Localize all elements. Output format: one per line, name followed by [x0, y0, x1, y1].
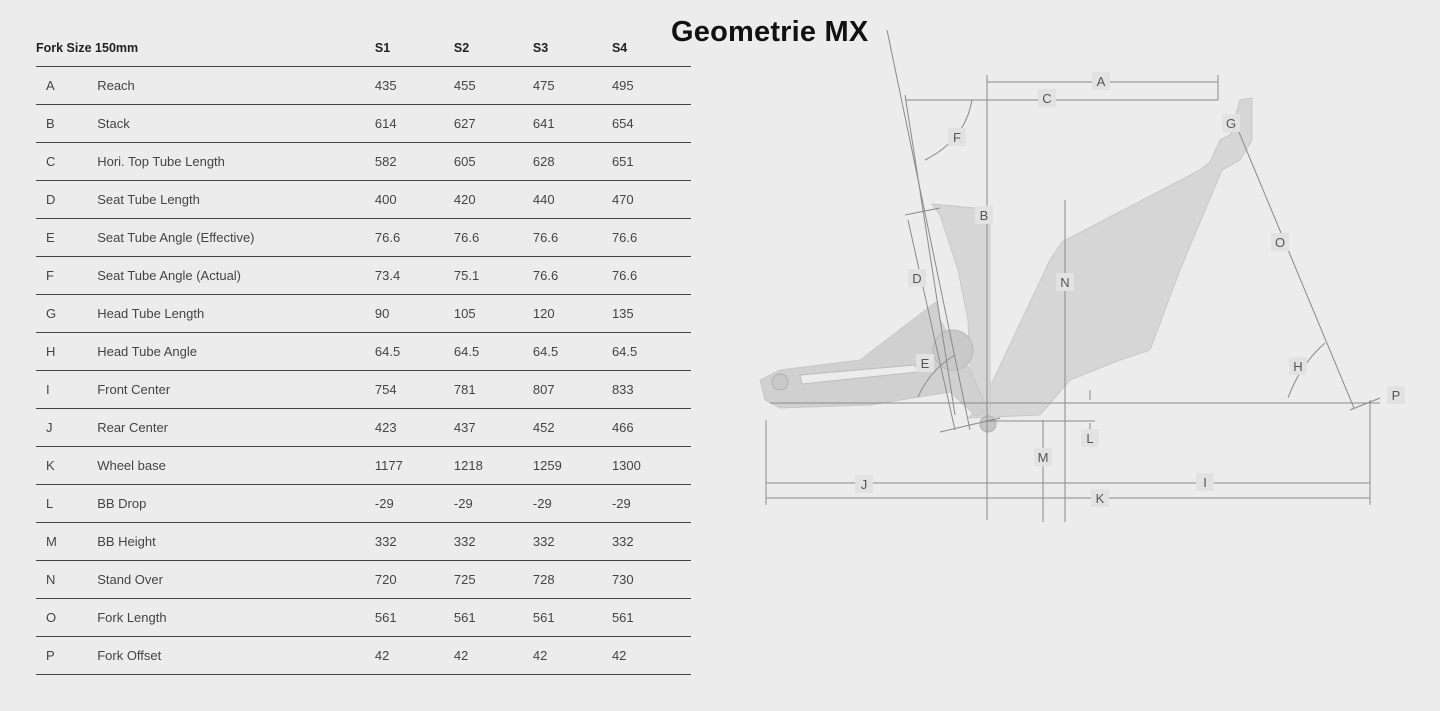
row-code: C: [36, 143, 97, 181]
row-value-s2: -29: [454, 485, 533, 523]
row-value-s1: 720: [375, 561, 454, 599]
table-row: [36, 67, 691, 105]
row-value-s4: 42: [612, 637, 691, 675]
row-value-s1: -29: [375, 485, 454, 523]
label-h: [1289, 357, 1307, 375]
label-a: [1092, 72, 1110, 90]
size-header-s1: S1: [375, 29, 454, 67]
table-row: [36, 143, 691, 181]
label-d: [908, 269, 926, 287]
table-row: [36, 561, 691, 599]
label-b: [975, 206, 993, 224]
svg-text:D: D: [912, 271, 922, 286]
table-row: [36, 257, 691, 295]
row-measurement-name: Reach: [97, 67, 375, 105]
row-value-s4: 332: [612, 523, 691, 561]
svg-text:K: K: [1095, 491, 1105, 506]
svg-text:H: H: [1293, 359, 1303, 374]
row-value-s4: 1300: [612, 447, 691, 485]
row-measurement-name: Hori. Top Tube Length: [97, 143, 375, 181]
svg-text:P: P: [1391, 388, 1401, 403]
row-value-s3: 628: [533, 143, 612, 181]
row-value-s2: 420: [454, 181, 533, 219]
size-header-s3: S3: [533, 29, 612, 67]
row-value-s3: 64.5: [533, 333, 612, 371]
row-value-s1: 561: [375, 599, 454, 637]
row-value-s1: 1177: [375, 447, 454, 485]
row-code: M: [36, 523, 97, 561]
table-row: [36, 523, 691, 561]
row-value-s4: 76.6: [612, 257, 691, 295]
row-measurement-name: Rear Center: [97, 409, 375, 447]
row-measurement-name: Seat Tube Angle (Effective): [97, 219, 375, 257]
row-value-s3: 641: [533, 105, 612, 143]
label-f: [948, 128, 966, 146]
row-measurement-name: BB Height: [97, 523, 375, 561]
fork-size-header: Fork Size 150mm: [36, 29, 375, 67]
bike-geometry-diagram: [740, 20, 1420, 540]
row-value-s3: 452: [533, 409, 612, 447]
row-value-s2: 105: [454, 295, 533, 333]
table-row: [36, 295, 691, 333]
label-n: [1056, 273, 1074, 291]
table-row: [36, 447, 691, 485]
table-row: [36, 409, 691, 447]
row-value-s1: 76.6: [375, 219, 454, 257]
svg-text:E: E: [920, 356, 930, 371]
svg-text:B: B: [979, 208, 989, 223]
table-row: [36, 371, 691, 409]
row-code: F: [36, 257, 97, 295]
table-row: [36, 333, 691, 371]
row-measurement-name: Stack: [97, 105, 375, 143]
row-measurement-name: Seat Tube Angle (Actual): [97, 257, 375, 295]
row-value-s1: 423: [375, 409, 454, 447]
row-measurement-name: Head Tube Length: [97, 295, 375, 333]
row-value-s3: 1259: [533, 447, 612, 485]
row-measurement-name: Front Center: [97, 371, 375, 409]
row-measurement-name: Wheel base: [97, 447, 375, 485]
row-value-s1: 614: [375, 105, 454, 143]
row-value-s3: 561: [533, 599, 612, 637]
row-measurement-name: Seat Tube Length: [97, 181, 375, 219]
row-value-s1: 400: [375, 181, 454, 219]
row-value-s1: 332: [375, 523, 454, 561]
row-value-s3: 76.6: [533, 219, 612, 257]
row-value-s2: 332: [454, 523, 533, 561]
row-value-s3: -29: [533, 485, 612, 523]
table-row: [36, 219, 691, 257]
table-row: [36, 485, 691, 523]
row-measurement-name: Stand Over: [97, 561, 375, 599]
label-l: [1081, 429, 1099, 447]
row-measurement-name: Head Tube Angle: [97, 333, 375, 371]
row-code: P: [36, 637, 97, 675]
row-code: H: [36, 333, 97, 371]
row-value-s1: 90: [375, 295, 454, 333]
row-value-s2: 605: [454, 143, 533, 181]
row-measurement-name: Fork Length: [97, 599, 375, 637]
row-code: J: [36, 409, 97, 447]
geometry-table: [36, 29, 691, 675]
row-value-s3: 807: [533, 371, 612, 409]
row-value-s3: 42: [533, 637, 612, 675]
svg-text:M: M: [1037, 450, 1049, 465]
svg-text:N: N: [1060, 275, 1070, 290]
svg-text:F: F: [953, 130, 961, 145]
row-value-s3: 120: [533, 295, 612, 333]
table-header-row: [36, 29, 691, 67]
row-value-s4: 730: [612, 561, 691, 599]
row-value-s4: 651: [612, 143, 691, 181]
row-value-s1: 582: [375, 143, 454, 181]
row-value-s4: 495: [612, 67, 691, 105]
row-value-s4: -29: [612, 485, 691, 523]
row-value-s2: 725: [454, 561, 533, 599]
size-header-s2: S2: [454, 29, 533, 67]
row-value-s4: 135: [612, 295, 691, 333]
row-value-s2: 42: [454, 637, 533, 675]
svg-text:G: G: [1225, 116, 1237, 131]
row-value-s4: 561: [612, 599, 691, 637]
row-value-s2: 1218: [454, 447, 533, 485]
row-code: O: [36, 599, 97, 637]
table-row: [36, 105, 691, 143]
row-value-s1: 73.4: [375, 257, 454, 295]
row-measurement-name: Fork Offset: [97, 637, 375, 675]
row-value-s3: 728: [533, 561, 612, 599]
label-o: [1271, 233, 1289, 251]
table-row: [36, 637, 691, 675]
table-row: [36, 599, 691, 637]
row-value-s2: 561: [454, 599, 533, 637]
row-measurement-name: BB Drop: [97, 485, 375, 523]
row-value-s4: 76.6: [612, 219, 691, 257]
row-value-s4: 466: [612, 409, 691, 447]
row-value-s3: 76.6: [533, 257, 612, 295]
label-g: [1222, 114, 1240, 132]
label-k: [1091, 489, 1109, 507]
svg-text:J: J: [860, 477, 868, 492]
size-header-s4: S4: [612, 29, 691, 67]
row-value-s2: 64.5: [454, 333, 533, 371]
row-code: K: [36, 447, 97, 485]
svg-text:O: O: [1274, 235, 1286, 250]
label-j: [855, 475, 873, 493]
table-row: [36, 181, 691, 219]
row-value-s4: 470: [612, 181, 691, 219]
row-value-s2: 455: [454, 67, 533, 105]
row-value-s3: 332: [533, 523, 612, 561]
row-value-s1: 435: [375, 67, 454, 105]
row-code: D: [36, 181, 97, 219]
label-p: [1387, 386, 1405, 404]
row-code: L: [36, 485, 97, 523]
row-value-s1: 42: [375, 637, 454, 675]
page-title: Geometrie MX: [671, 16, 869, 48]
row-value-s2: 76.6: [454, 219, 533, 257]
row-code: I: [36, 371, 97, 409]
row-value-s2: 781: [454, 371, 533, 409]
svg-text:L: L: [1086, 431, 1094, 446]
row-code: E: [36, 219, 97, 257]
row-value-s1: 754: [375, 371, 454, 409]
label-c: [1038, 89, 1056, 107]
row-value-s2: 437: [454, 409, 533, 447]
row-code: N: [36, 561, 97, 599]
row-value-s1: 64.5: [375, 333, 454, 371]
label-m: [1034, 448, 1052, 466]
row-code: B: [36, 105, 97, 143]
label-e: [916, 354, 934, 372]
row-value-s2: 75.1: [454, 257, 533, 295]
row-code: G: [36, 295, 97, 333]
table-body: [36, 67, 691, 675]
row-value-s4: 64.5: [612, 333, 691, 371]
svg-text:I: I: [1203, 475, 1207, 490]
label-i: [1196, 473, 1214, 491]
svg-text:A: A: [1096, 74, 1106, 89]
row-value-s3: 475: [533, 67, 612, 105]
bike-frame-illustration: [760, 98, 1252, 432]
row-value-s4: 654: [612, 105, 691, 143]
row-code: A: [36, 67, 97, 105]
svg-text:C: C: [1042, 91, 1052, 106]
row-value-s3: 440: [533, 181, 612, 219]
row-value-s4: 833: [612, 371, 691, 409]
row-value-s2: 627: [454, 105, 533, 143]
